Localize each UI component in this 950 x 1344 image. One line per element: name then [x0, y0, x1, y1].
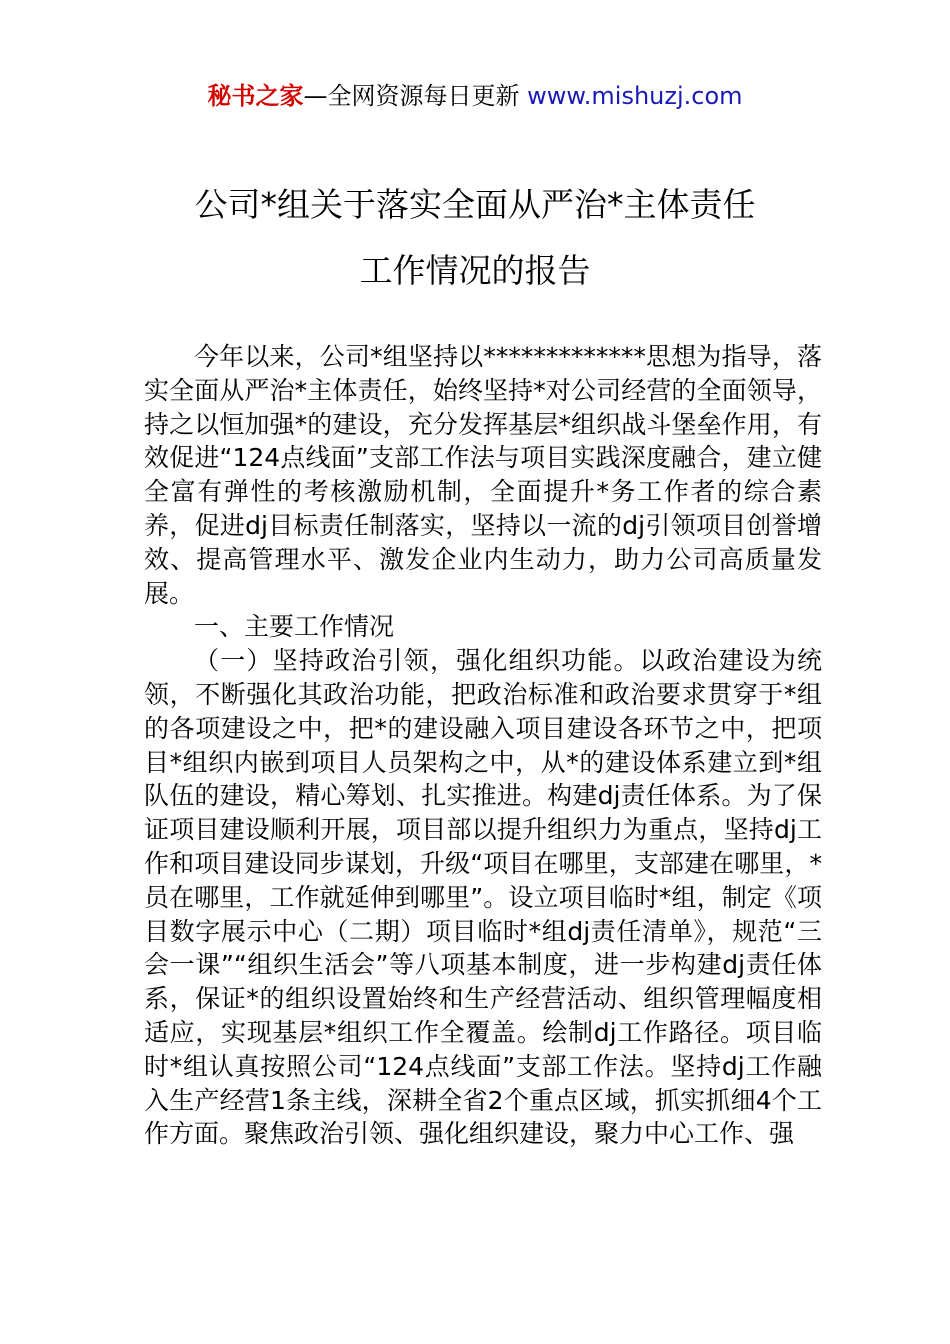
section-paragraph: （一）坚持政治引领，强化组织功能。以政治建设为统领，不断强化其政治功能，把政治标准和政治要求贯穿于*组的各项建设之中，把*的建设融入项目建设各环节之中，把项目*组织内嵌到项目人员架构之中，从*的建设体系建立到*组队伍的建设，精心筹划、扎实推进。构建dj责任体系。为了保证项目建设顺利开展，项目部以提升组织力为重点，坚持dj工作和项目建设同步谋划，升级“项目在哪里，支部建在哪里，*员在哪里，工作就延伸到哪里”。设立项目临时*组，制定《项目数字展示中心（二期）项目临时*组dj责任清单》，规范“三会一课”“组织生活会”等八项基本制度，进一步构建dj责任体系，保证*的组织设置始终和生产经营活动、组织管理幅度相适应，实现基层*组织工作全覆盖。绘制dj工作路径。项目临时*组认真按照公司“124点线面”支部工作法。坚持dj工作融入生产经营1条主线，深耕全省2个重点区域，抓实抓细4个工作方面。聚焦政治引领、强化组织建设，聚力中心工作、强: [144, 646, 823, 1149]
document-body: [144, 340, 822, 1151]
site-url-link[interactable]: www.mishuzj.com: [527, 82, 743, 110]
section-heading: 一、主要工作情况: [194, 612, 395, 642]
site-header: [0, 80, 950, 112]
intro-paragraph: 今年以来，公司*组坚持以*************思想为指导，落实全面从严治*主体责任，始终坚持*对公司经营的全面领导，持之以恒加强*的建设，充分发挥基层*组织战斗堡垒作用，有效促进“124点线面”支部工作法与项目实践深度融合，建立健全富有弹性的考核激励机制，全面提升*务工作者的综合素养，促进dj目标责任制落实，坚持以一流的dj引领项目创誉增效、提高管理水平、激发企业内生动力，助力公司高质量发展。: [144, 342, 822, 608]
document-title-line-2: 工作情况的报告: [359, 251, 591, 290]
site-brand: 秘书之家: [207, 82, 304, 110]
document-title-line-1: 公司*组关于落实全面从严治*主体责任: [194, 185, 756, 224]
site-tagline: —全网资源每日更新: [303, 82, 528, 110]
document-title: [0, 172, 950, 304]
